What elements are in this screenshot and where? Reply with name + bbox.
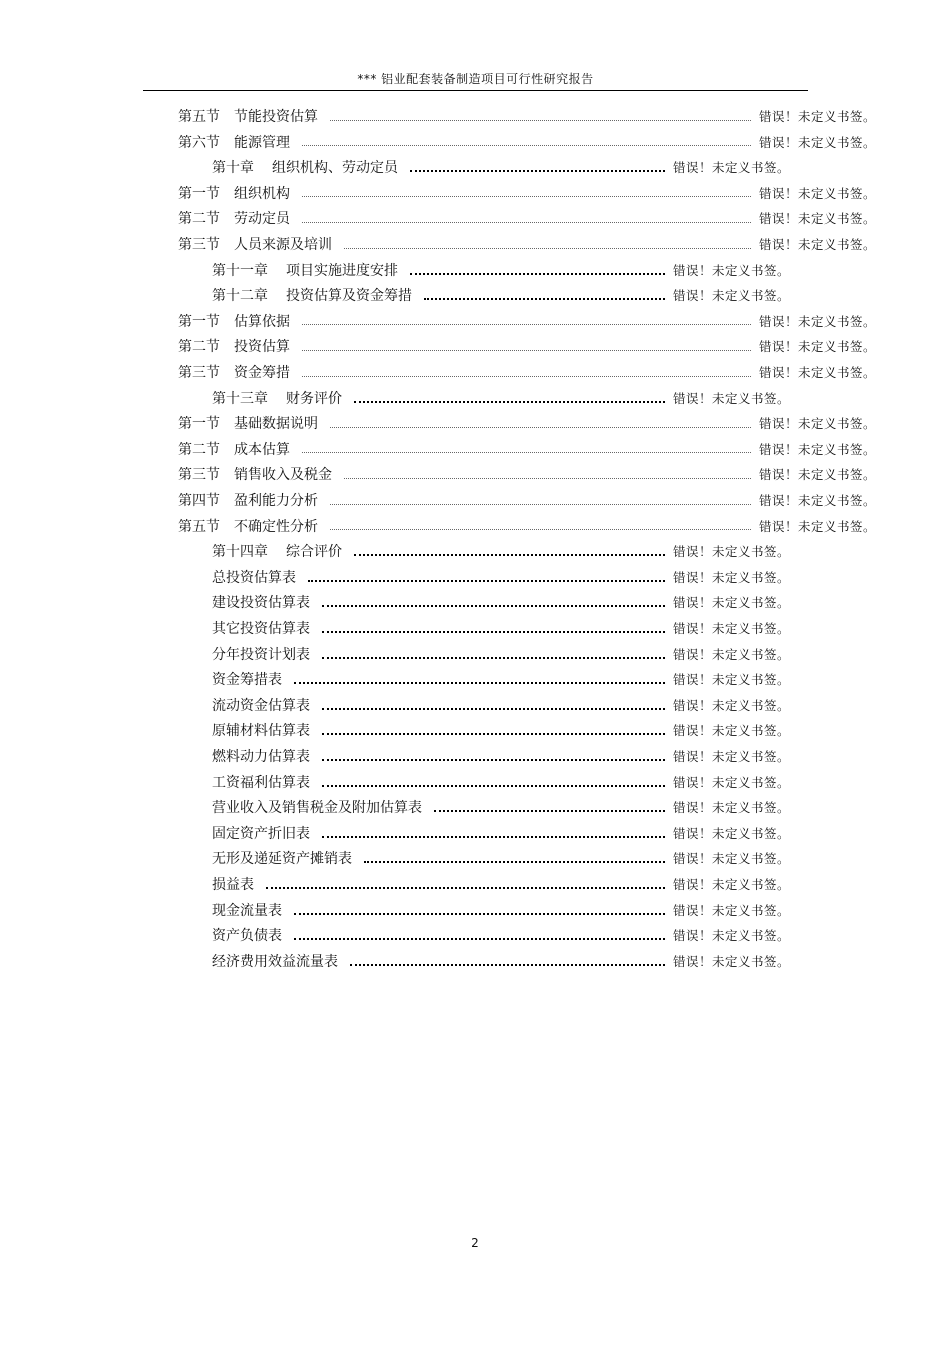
toc-entry-number: 第三节: [178, 237, 220, 253]
dot-leader: [322, 785, 665, 787]
toc-entry-page-ref: 错误！未定义书签。: [758, 441, 876, 457]
toc-entry-title: 经济费用效益流量表: [212, 953, 338, 970]
dot-leader: [344, 478, 751, 479]
toc-entry-page-ref: 错误！未定义书签。: [672, 160, 790, 176]
toc-entry-number: 第五节: [178, 518, 220, 535]
toc-table-entry[interactable]: [212, 590, 790, 614]
toc-entry-page-ref: 错误！未定义书签。: [758, 467, 876, 483]
toc-entry-page-ref: 错误！未定义书签。: [672, 851, 790, 867]
toc-entry-page-ref: 错误！未定义书签。: [672, 697, 790, 713]
toc-chapter-entry[interactable]: [212, 258, 790, 282]
toc-entry-title: 总投资估算表: [212, 569, 296, 586]
toc-entry-title: 组织机构、劳动定员: [272, 160, 398, 177]
toc-entry-title: 盈利能力分析: [234, 493, 318, 509]
dot-leader: [410, 273, 665, 275]
dot-leader: [266, 887, 665, 889]
dot-leader: [302, 350, 751, 351]
toc-entry-title: 损益表: [212, 877, 254, 893]
dot-leader: [322, 657, 665, 659]
toc-entry-number: 第二节: [178, 441, 220, 458]
toc-section-entry[interactable]: [178, 130, 876, 154]
dot-leader: [354, 401, 665, 403]
toc-entry-page-ref: 错误！未定义书签。: [672, 288, 790, 304]
toc-entry-number: 第一节: [178, 313, 220, 330]
toc-entry-title: 组织机构: [234, 185, 290, 202]
toc-entry-title: 劳动定员: [234, 211, 290, 228]
toc-entry-number: 第三节: [178, 365, 220, 381]
dot-leader: [302, 145, 751, 146]
toc-section-entry[interactable]: [178, 462, 876, 486]
toc-table-entry[interactable]: [212, 693, 790, 717]
toc-table-entry[interactable]: [212, 949, 790, 973]
dot-leader: [322, 836, 665, 838]
toc-entry-title: 其它投资估算表: [212, 621, 310, 637]
toc-section-entry[interactable]: [178, 437, 876, 461]
toc-entry-page-ref: 错误！未定义书签。: [672, 953, 790, 969]
dot-leader: [330, 504, 751, 505]
toc-entry-page-ref: 错误！未定义书签。: [672, 672, 790, 688]
toc-entry-title: 燃料动力估算表: [212, 749, 310, 765]
dot-leader: [330, 427, 751, 428]
toc-entry-page-ref: 错误！未定义书签。: [758, 518, 876, 534]
toc-entry-page-ref: 错误！未定义书签。: [758, 416, 876, 432]
toc-chapter-entry[interactable]: [212, 155, 790, 179]
toc-entry-title: 销售收入及税金: [234, 467, 332, 484]
toc-table-entry[interactable]: [212, 642, 790, 666]
toc-entry-title: 资金筹措: [234, 365, 290, 381]
toc-table-entry[interactable]: [212, 821, 790, 845]
toc-section-entry[interactable]: [178, 309, 876, 333]
toc-entry-title: 人员来源及培训: [234, 237, 332, 253]
toc-table-entry[interactable]: [212, 770, 790, 794]
toc-entry-number: 第四节: [178, 493, 220, 509]
toc-entry-number: 第二节: [178, 339, 220, 356]
dot-leader: [294, 938, 665, 940]
toc-entry-number: 第二节: [178, 211, 220, 228]
toc-entry-page-ref: 错误！未定义书签。: [758, 109, 876, 124]
toc-table-entry[interactable]: [212, 923, 790, 947]
toc-entry-page-ref: 错误！未定义书签。: [672, 390, 790, 406]
toc-section-entry[interactable]: [178, 206, 876, 230]
dot-leader: [322, 759, 665, 761]
dot-leader: [410, 170, 665, 172]
toc-entry-title: 估算依据: [234, 313, 290, 330]
toc-entry-title: 资产负债表: [212, 928, 282, 945]
toc-entry-title: 原辅材料估算表: [212, 723, 310, 740]
toc-section-entry[interactable]: [178, 334, 876, 358]
toc-entry-page-ref: 错误！未定义书签。: [758, 313, 876, 329]
toc-entry-number: 第十二章: [212, 288, 268, 305]
dot-leader: [330, 529, 751, 530]
toc-entry-title: 无形及递延资产摊销表: [212, 851, 352, 868]
toc-entry-number: 第五节: [178, 109, 220, 125]
dot-leader: [364, 861, 665, 863]
toc-entry-page-ref: 错误！未定义书签。: [672, 774, 790, 790]
toc-entry-number: 第一节: [178, 185, 220, 202]
toc-entry-page-ref: 错误！未定义书签。: [758, 493, 876, 508]
toc-table-entry[interactable]: [212, 846, 790, 870]
toc-entry-number: 第十章: [212, 160, 254, 177]
dot-leader: [322, 631, 665, 633]
toc-entry-number: 第十三章: [212, 390, 268, 407]
toc-entry-page-ref: 错误！未定义书签。: [758, 339, 876, 355]
dot-leader: [424, 298, 665, 300]
dot-leader: [322, 605, 665, 607]
toc-table-entry[interactable]: [212, 872, 790, 896]
toc-chapter-entry[interactable]: [212, 283, 790, 307]
toc-entry-page-ref: 错误！未定义书签。: [672, 902, 790, 918]
toc-entry-number: 第十一章: [212, 262, 268, 279]
toc-section-entry[interactable]: [178, 411, 876, 435]
toc-section-entry[interactable]: [178, 360, 876, 384]
dot-leader: [294, 682, 665, 684]
toc-entry-page-ref: 错误！未定义书签。: [758, 185, 876, 201]
toc-chapter-entry[interactable]: [212, 539, 790, 563]
dot-leader: [294, 913, 665, 915]
toc-section-entry[interactable]: [178, 514, 876, 538]
dot-leader: [302, 196, 751, 197]
toc-entry-title: 节能投资估算: [234, 109, 318, 125]
toc-table-entry[interactable]: [212, 565, 790, 589]
toc-entry-page-ref: 错误！未定义书签。: [672, 544, 790, 560]
toc-entry-title: 投资估算及资金筹措: [286, 288, 412, 305]
toc-entry-title: 现金流量表: [212, 902, 282, 919]
toc-entry-page-ref: 错误！未定义书签。: [672, 825, 790, 841]
dot-leader: [354, 554, 665, 556]
dot-leader: [302, 222, 751, 223]
dot-leader: [330, 120, 751, 121]
toc-entry-page-ref: 错误！未定义书签。: [672, 646, 790, 662]
toc-table-entry[interactable]: [212, 744, 790, 768]
toc-entry-title: 建设投资估算表: [212, 595, 310, 612]
toc-entry-title: 成本估算: [234, 441, 290, 458]
toc-entry-title: 固定资产折旧表: [212, 825, 310, 842]
running-header: *** 铝业配套装备制造项目可行性研究报告: [357, 72, 594, 86]
dot-leader: [322, 708, 665, 710]
toc-entry-title: 项目实施进度安排: [286, 262, 398, 279]
toc-entry-page-ref: 错误！未定义书签。: [672, 928, 790, 944]
toc-table-entry[interactable]: [212, 718, 790, 742]
dot-leader: [308, 580, 665, 582]
toc-entry-page-ref: 错误！未定义书签。: [672, 621, 790, 636]
toc-entry-page-ref: 错误！未定义书签。: [758, 365, 876, 380]
dot-leader: [344, 248, 751, 249]
toc-section-entry[interactable]: [178, 181, 876, 205]
toc-entry-page-ref: 错误！未定义书签。: [672, 800, 790, 816]
toc-entry-title: 分年投资计划表: [212, 646, 310, 663]
toc-entry-title: 财务评价: [286, 390, 342, 407]
toc-entry-title: 能源管理: [234, 134, 290, 151]
page-number: 2: [471, 1236, 479, 1250]
toc-entry-number: 第三节: [178, 467, 220, 484]
toc-table-entry[interactable]: [212, 667, 790, 691]
toc-entry-number: 第一节: [178, 416, 220, 433]
toc-entry-title: 不确定性分析: [234, 518, 318, 535]
toc-entry-title: 投资估算: [234, 339, 290, 356]
dot-leader: [302, 324, 751, 325]
toc-entry-page-ref: 错误！未定义书签。: [758, 237, 876, 252]
dot-leader: [302, 376, 751, 377]
toc-entry-page-ref: 错误！未定义书签。: [672, 569, 790, 585]
toc-entry-title: 综合评价: [286, 544, 342, 561]
toc-entry-title: 流动资金估算表: [212, 697, 310, 714]
toc-entry-page-ref: 错误！未定义书签。: [758, 211, 876, 227]
toc-section-entry[interactable]: [178, 232, 876, 256]
toc-entry-page-ref: 错误！未定义书签。: [758, 134, 876, 150]
toc-chapter-entry[interactable]: [212, 386, 790, 410]
toc-entry-page-ref: 错误！未定义书签。: [672, 877, 790, 892]
toc-entry-title: 基础数据说明: [234, 416, 318, 433]
toc-entry-page-ref: 错误！未定义书签。: [672, 749, 790, 764]
toc-entry-page-ref: 错误！未定义书签。: [672, 723, 790, 739]
toc-entry-number: 第六节: [178, 134, 220, 151]
toc-entry-number: 第十四章: [212, 544, 268, 561]
dot-leader: [302, 452, 751, 453]
dot-leader: [322, 733, 665, 735]
toc-section-entry[interactable]: [178, 104, 876, 128]
toc-entry-title: 工资福利估算表: [212, 774, 310, 791]
toc-entry-title: 资金筹措表: [212, 672, 282, 689]
dot-leader: [350, 964, 665, 966]
toc-entry-page-ref: 错误！未定义书签。: [672, 262, 790, 278]
toc-entry-title: 营业收入及销售税金及附加估算表: [212, 800, 422, 817]
toc-table-entry[interactable]: [212, 616, 790, 640]
header-rule: [143, 90, 808, 91]
toc-table-entry[interactable]: [212, 795, 790, 819]
toc-section-entry[interactable]: [178, 488, 876, 512]
dot-leader: [434, 810, 665, 812]
toc-table-entry[interactable]: [212, 898, 790, 922]
toc-entry-page-ref: 错误！未定义书签。: [672, 595, 790, 611]
